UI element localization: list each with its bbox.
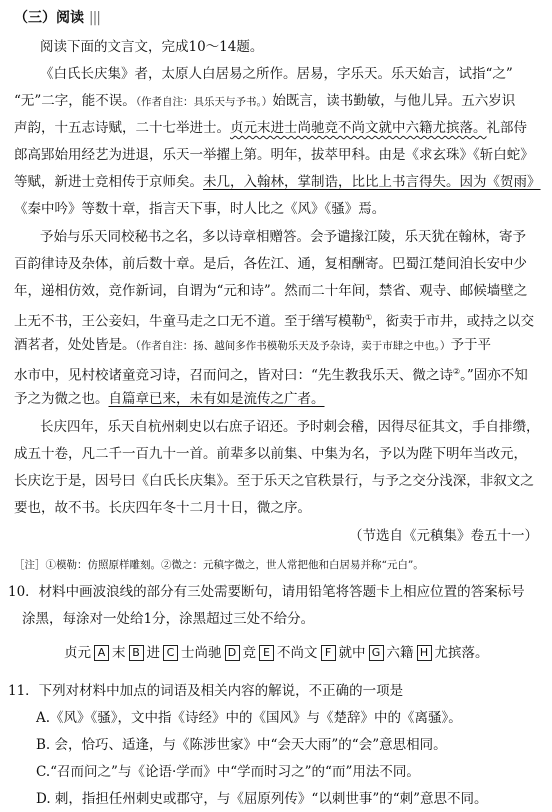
q11-stem: 11．下列对材料中加点的词语及相关内容的解说，不正确的一项是: [8, 683, 404, 699]
instruction: 阅读下面的文言文，完成10～14题。: [40, 39, 264, 55]
section-mark: |||: [88, 10, 101, 26]
q11-option-c: C.“召而问之”与《论语·学而》中“学而时习之”的“而”用法不同。: [36, 764, 420, 780]
q11-option-d: D. 刺，指担任州刺史或郡守，与《屈原列传》“以刺世事”的“刺”意思不同。: [36, 791, 488, 807]
answer-box-c[interactable]: C: [163, 645, 178, 661]
p1-line-5: 等赋，新进士竞相传于京师矣。未几，入翰林，掌制诰，比比上书言得失。因为《贺雨》: [14, 174, 541, 190]
p2-line-1: 予始与乐天同校秘书之名，多以诗章相赠答。会予谴掾江陵，乐天犹在翰林，寄予: [40, 229, 526, 245]
q10-line-1: 10．材料中画波浪线的部分有三处需要断句，请用铅笔将答题卡上相应位置的答案标号: [8, 584, 525, 600]
p1-line-1: 《白氏长庆集》者，太原人白居易之所作。居易，字乐天。乐天始言，试指“之”: [40, 66, 513, 82]
source-citation: （节选自《元稹集》卷五十一）: [349, 528, 538, 544]
p2-line-2: 百韵律诗及杂体，前后数十章。是后，各佐江、通，复相酬寄。巴蜀江楚间洎长安中少: [14, 256, 527, 272]
author-note: （作者自注：扬、越间多作书模勒乐天及予杂诗，卖于市肆之中也。）: [135, 340, 451, 352]
q10-answer-options: 贞元 A 末 B 进 C 士尚驰 D 竞 E 不尚文 F 就中 G 六籍 H 尤摈落。: [64, 645, 489, 661]
answer-box-a[interactable]: A: [94, 645, 109, 661]
p3-line-1: 长庆四年，乐天自杭州刺史以右庶子诏还。予时刺会稽，因得尽征其文，手自排缵，: [40, 419, 540, 435]
p3-line-3: 长庆讫于是，因号曰《白氏长庆集》。至于乐天之官秩景行，与予之交分浅深，非叙文之: [14, 473, 534, 489]
p2-line-3: 年，递相仿效，竞作新词，自谓为“元和诗”。然而二十年间，禁省、观寺、邮候墙壁之: [14, 283, 528, 299]
p3-line-4: 要也，故不书。长庆四年冬十二月十日，微之序。: [14, 500, 311, 516]
section-title: （三）阅读: [14, 10, 84, 26]
answer-box-g[interactable]: G: [369, 645, 384, 661]
p1-line-3: 声韵，十五志诗赋，二十七举进士。贞元末进士尚驰竞不尚文就中六籍尤摈落。礼部侍: [14, 120, 527, 136]
footnote-ref-1: ①: [365, 313, 373, 322]
answer-box-b[interactable]: B: [129, 645, 144, 661]
underlined-sentence-2: 自篇章已来，未有如是流传之广者。: [108, 391, 325, 407]
answer-box-f[interactable]: F: [321, 645, 336, 661]
underlined-sentence-1: 未几，入翰林，掌制诰，比比上书言得失。因为《贺雨》: [203, 174, 541, 190]
answer-box-e[interactable]: E: [259, 645, 274, 661]
footnote-ref-2: ②: [452, 367, 461, 376]
q10-line-2: 涂黑，每涂对一处给1分，涂黑超过三处不给分。: [22, 611, 315, 627]
q11-option-a: A.《风》《骚》，文中指《诗经》中的《国风》与《楚辞》中的《离骚》。: [36, 710, 462, 726]
author-note: （作者自注：具乐天与予书。）: [135, 96, 273, 108]
answer-box-h[interactable]: H: [417, 645, 432, 661]
p2-line-6: 水市中，见村校诸童竞习诗，召而问之，皆对曰：“先生教我乐天、微之诗②。”固亦不知: [14, 367, 528, 384]
p2-line-4: 上无不书，王公妾妇，牛童马走之口无不道。至于缮写模勒①，衒卖于市井，或持之以交: [14, 313, 535, 330]
answer-box-d[interactable]: D: [225, 645, 240, 661]
q11-option-b: B. 会，恰巧、适逢，与《陈涉世家》中“会天大雨”的“会”意思相同。: [36, 737, 447, 753]
p3-line-2: 成五十卷，凡二千一百九十一首。前辈多以前集、中集为名，予以为陛下明年当改元，: [14, 446, 527, 462]
wavy-underlined-text: 贞元末进士尚驰竞不尚文就中六籍尤摈落。: [230, 120, 487, 136]
p1-line-4: 郎高郢始用经艺为进退，乐天一举擢上第。明年，拔萃甲科。由是《求玄珠》《斩白蛇》: [14, 147, 534, 163]
footnotes: ［注］①模勒：仿照原样雕刻。②微之：元稹字微之，世人常把他和白居易并称“元白”。: [14, 559, 424, 571]
section-heading: [14, 8, 100, 28]
p1-line-6: 《秦中吟》等数十章，指言天下事，时人比之《风》《骚》焉。: [14, 201, 386, 217]
p1-line-2: “无”二字，能不误。（作者自注：具乐天与予书。）始既言，读书勤敏，与他儿异。五六岁识: [14, 93, 516, 109]
p2-line-7: 予之为微之也。自篇章已来，未有如是流传之广者。: [14, 391, 325, 407]
p2-line-5: 酒茗者，处处皆是。（作者自注：扬、越间多作书模勒乐天及予杂诗，卖于市肆之中也。）予于平: [14, 337, 491, 353]
